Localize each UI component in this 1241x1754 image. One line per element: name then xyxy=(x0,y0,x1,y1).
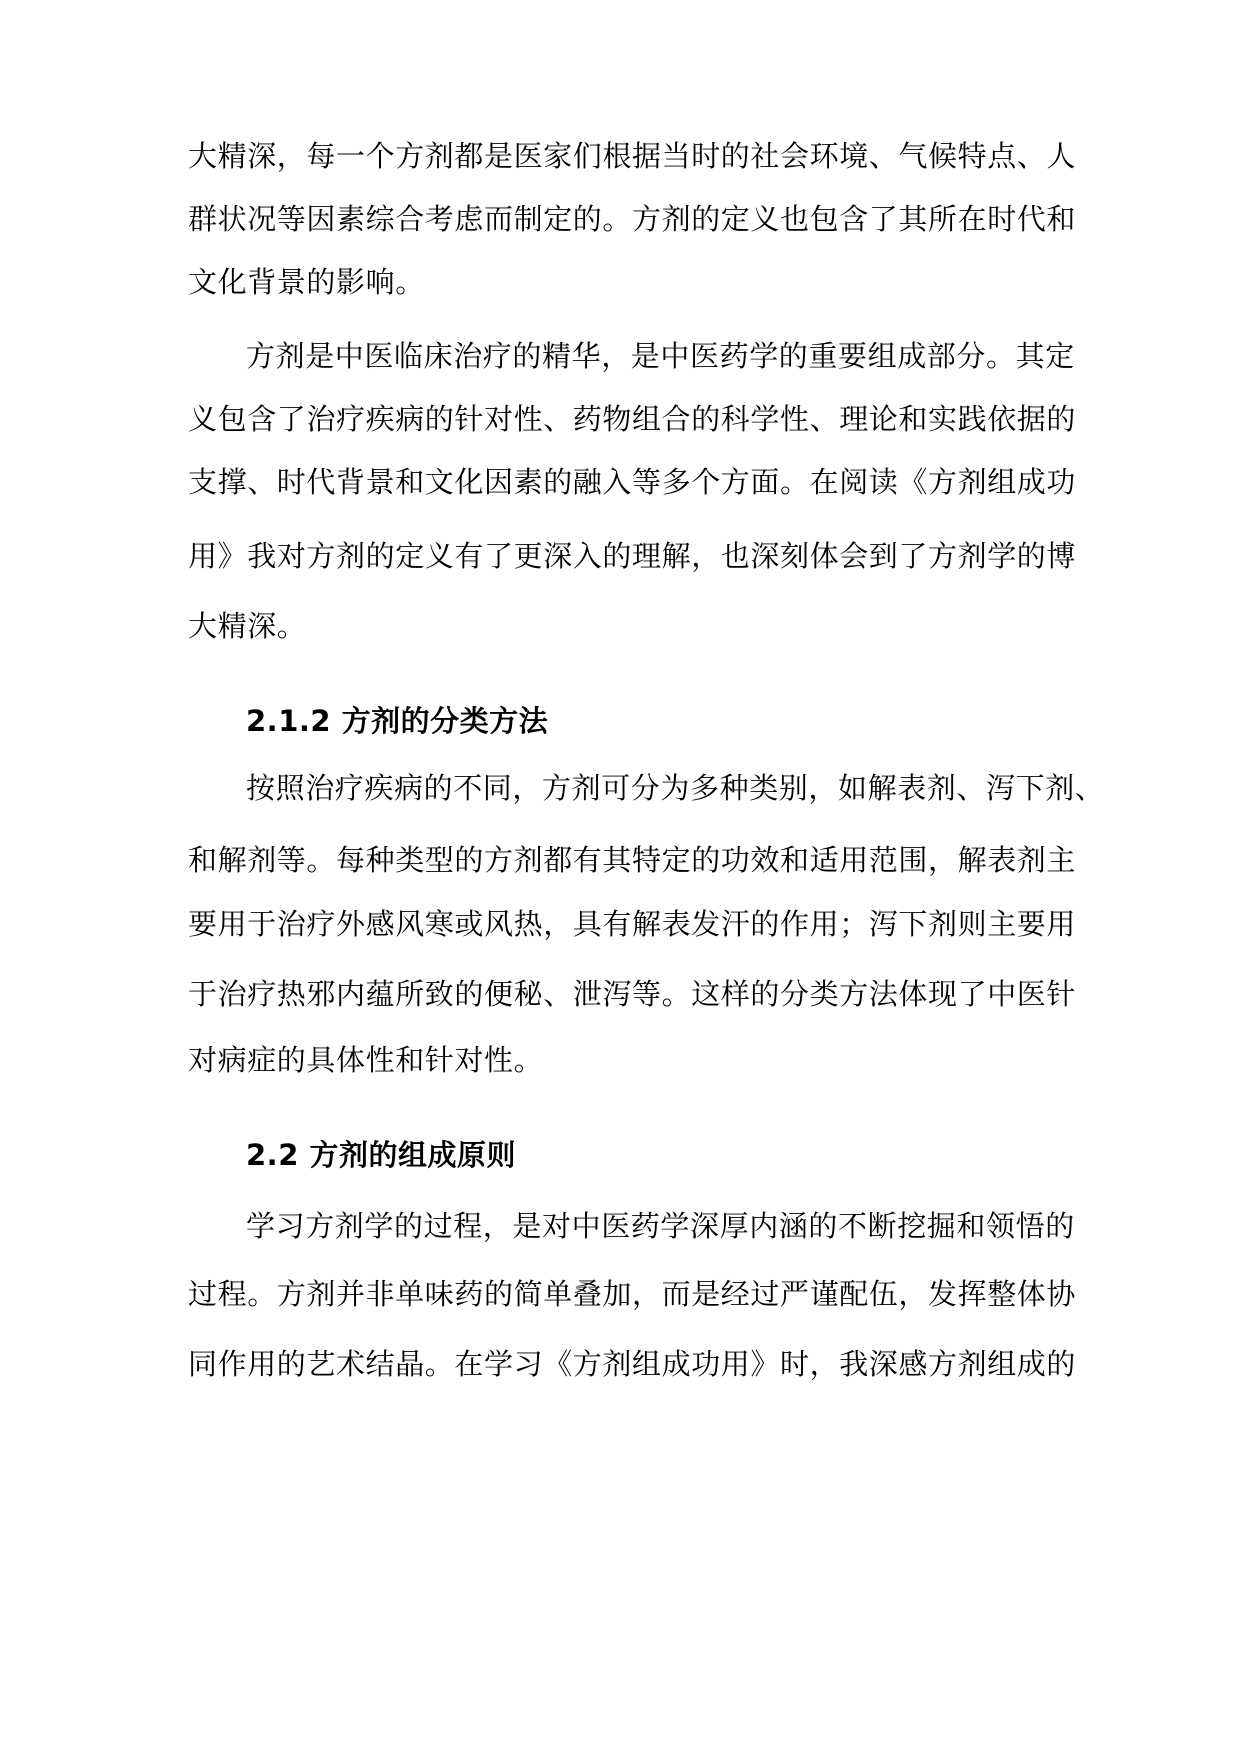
paragraph-line: 于治疗热邪内蕴所致的便秘、泄泻等。这样的分类方法体现了中医针 xyxy=(188,977,1077,1011)
paragraph-line: 和解剂等。每种类型的方剂都有其特定的功效和适用范围，解表剂主 xyxy=(188,843,1077,877)
paragraph-line: 大精深，每一个方剂都是医家们根据当时的社会环境、气候特点、人 xyxy=(188,139,1077,173)
paragraph-line: 对病症的具体性和针对性。 xyxy=(188,1043,544,1077)
paragraph-line: 要用于治疗外感风寒或风热，具有解表发汗的作用；泻下剂则主要用 xyxy=(188,907,1077,941)
paragraph-line: 过程。方剂并非单味药的简单叠加，而是经过严谨配伍，发挥整体协 xyxy=(188,1277,1077,1311)
paragraph-line: 方剂是中医临床治疗的精华，是中医药学的重要组成部分。其定 xyxy=(246,339,1075,373)
paragraph-line: 群状况等因素综合考虑而制定的。方剂的定义也包含了其所在时代和 xyxy=(188,202,1077,236)
paragraph-line: 支撑、时代背景和文化因素的融入等多个方面。在阅读《方剂组成功 xyxy=(188,465,1077,499)
section-heading: 2.1.2 方剂的分类方法 xyxy=(246,704,549,738)
paragraph-line: 大精深。 xyxy=(188,609,307,643)
paragraph-line: 学习方剂学的过程，是对中医药学深厚内涵的不断挖掘和领悟的 xyxy=(246,1209,1075,1243)
paragraph-line: 用》我对方剂的定义有了更深入的理解，也深刻体会到了方剂学的博 xyxy=(188,539,1077,573)
paragraph-line: 同作用的艺术结晶。在学习《方剂组成功用》时，我深感方剂组成的 xyxy=(188,1347,1077,1381)
paragraph-line: 按照治疗疾病的不同，方剂可分为多种类别，如解表剂、泻下剂、 xyxy=(246,771,1105,805)
section-heading: 2.2 方剂的组成原则 xyxy=(246,1138,516,1172)
paragraph-line: 义包含了治疗疾病的针对性、药物组合的科学性、理论和实践依据的 xyxy=(188,402,1077,436)
paragraph-line: 文化背景的影响。 xyxy=(188,265,425,299)
